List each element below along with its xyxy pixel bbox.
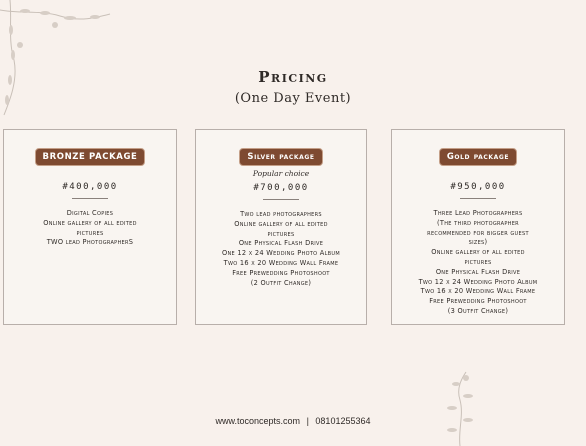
feature-list	[392, 209, 564, 317]
package-name-badge: Gold package	[439, 148, 517, 166]
feature-item: Two 12 x 24 Wedding Photo Album	[418, 277, 538, 286]
package-price: #950,000	[450, 182, 506, 192]
feature-item: Three Lead Photographers	[433, 209, 523, 217]
contact-footer	[0, 416, 586, 426]
package-card-silver	[195, 129, 367, 325]
feature-item: pictures	[76, 228, 104, 237]
feature-item: Two 16 x 20 Wedding Wall Frame	[223, 258, 339, 267]
feature-item: One 12 x 24 Wedding Photo Album	[221, 249, 340, 258]
package-price: #400,000	[62, 182, 118, 192]
price-divider	[72, 198, 108, 199]
feature-item: (3 Outfit Change)	[447, 306, 509, 315]
feature-list	[196, 210, 366, 288]
price-divider	[263, 199, 299, 200]
price-divider	[460, 198, 496, 199]
floral-decoration-bottom-right	[430, 370, 490, 446]
phone-number[interactable]: 08101255364	[315, 416, 371, 426]
package-name-badge: BRONZE PACKAGE	[35, 148, 146, 166]
feature-item: Online gallery of all edited	[234, 219, 328, 228]
feature-item: pictures	[267, 229, 295, 238]
footer-separator: |	[306, 416, 309, 426]
page-title: Pricing	[258, 68, 328, 86]
feature-item: Two lead photographers	[240, 210, 322, 218]
feature-item: TWO lead PhotographerS	[46, 238, 134, 247]
page-subtitle: (One Day Event)	[234, 91, 352, 106]
feature-item: One Physical Flash Drive	[435, 267, 521, 276]
feature-item: Digital Copies	[66, 209, 114, 217]
feature-item: Online gallery of all edited	[431, 248, 525, 257]
popular-choice-label: Popular choice	[252, 169, 310, 178]
feature-item: sizes)	[468, 238, 488, 247]
website-link[interactable]: www.toconcepts.com	[215, 416, 301, 426]
feature-item: Free Prewedding Photoshoot	[429, 297, 527, 306]
feature-item: Online gallery of all edited	[43, 218, 137, 227]
feature-item: recommended for bigger guest	[427, 228, 529, 237]
feature-item: (The third photographer	[437, 218, 519, 227]
feature-item: Free Prewedding Photoshoot	[232, 268, 330, 277]
feature-item: Two 16 x 20 Wedding Wall Frame	[420, 287, 536, 296]
package-price: #700,000	[253, 183, 309, 193]
package-card-gold	[391, 129, 565, 325]
package-name-badge: Silver package	[239, 148, 322, 166]
feature-item: (2 Outfit Change)	[250, 278, 312, 287]
package-card-bronze	[3, 129, 177, 325]
feature-list	[4, 209, 176, 248]
feature-item: One Physical Flash Drive	[238, 239, 324, 248]
feature-item: pictures	[464, 257, 492, 266]
